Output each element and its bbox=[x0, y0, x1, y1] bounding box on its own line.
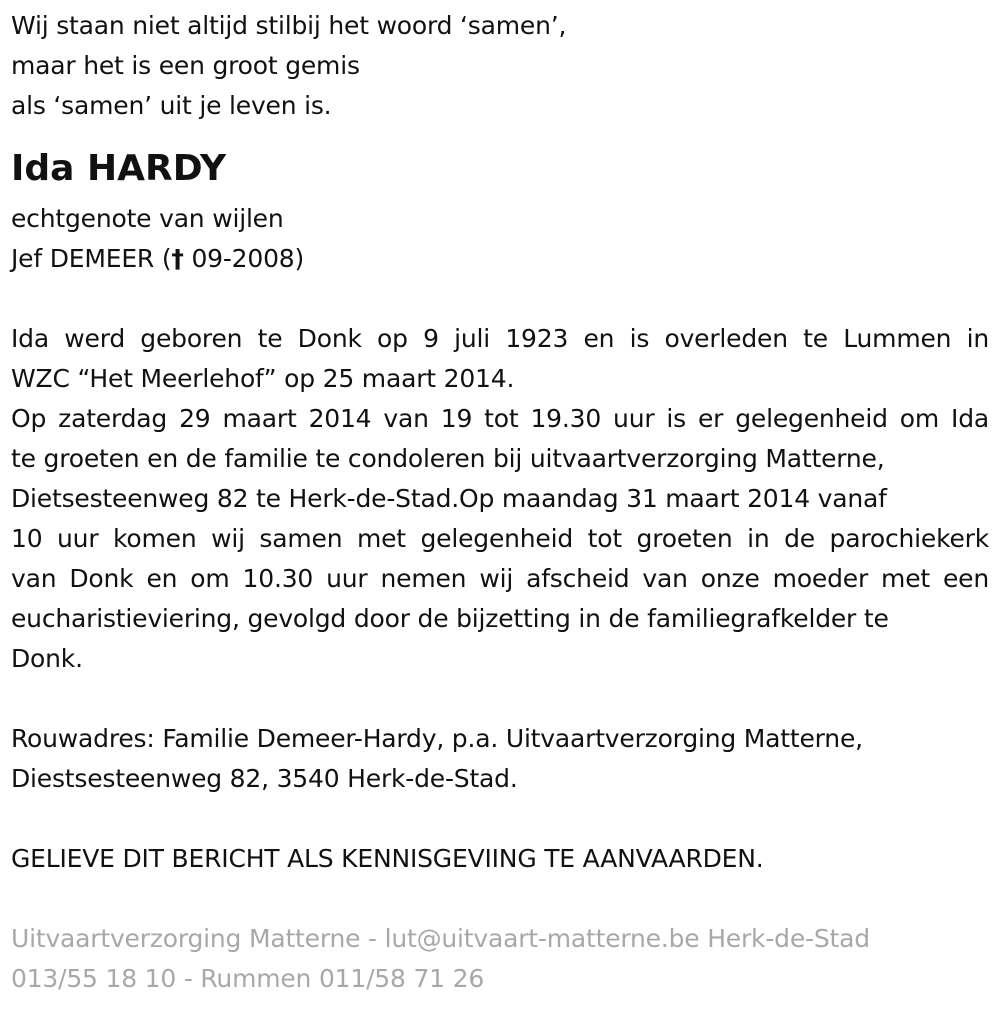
poem bbox=[11, 6, 1000, 126]
notice-text: GELIEVE DIT BERICHT ALS KENNISGEVIING TE AANVAARDEN. bbox=[11, 844, 764, 873]
announcement-paragraph bbox=[11, 319, 1000, 679]
poem-line: als ‘samen’ uit je leven is. bbox=[11, 91, 332, 120]
announcement-line: eucharistieviering, gevolgd door de bijzetting in de familiegrafkelder te bbox=[11, 604, 889, 633]
funeral-home-footer bbox=[11, 919, 1000, 999]
spouse-death-date: 09-2008) bbox=[183, 244, 305, 273]
announcement-line: te groeten en de familie te condoleren bij uitvaartverzorging Matterne, bbox=[11, 444, 885, 473]
deceased-name: Ida HARDY bbox=[11, 148, 227, 189]
address-line: Diestsesteenweg 82, 3540 Herk-de-Stad. bbox=[11, 764, 518, 793]
cross-icon: † bbox=[171, 244, 184, 273]
footer-line: Uitvaartverzorging Matterne - lut@uitvaart-matterne.be Herk-de-Stad bbox=[11, 924, 870, 953]
footer-line: 013/55 18 10 - Rummen 011/58 71 26 bbox=[11, 964, 485, 993]
spacer bbox=[11, 279, 1000, 319]
spouse-name: Jef DEMEER ( bbox=[11, 244, 172, 273]
poem-line: maar het is een groot gemis bbox=[11, 51, 360, 80]
spacer bbox=[11, 799, 1000, 839]
announcement-line: van Donk en om 10.30 uur nemen wij afscheid van onze moeder met een bbox=[11, 564, 989, 593]
announcement-line: Op zaterdag 29 maart 2014 van 19 tot 19.30 uur is er gelegenheid om Ida bbox=[11, 404, 989, 433]
relation-text: echtgenote van wijlen bbox=[11, 204, 284, 233]
mourning-address bbox=[11, 719, 1000, 799]
announcement-line: Donk. bbox=[11, 644, 83, 673]
announcement-line: Ida werd geboren te Donk op 9 juli 1923 en is overleden te Lummen in bbox=[11, 324, 989, 353]
announcement-line: 10 uur komen wij samen met gelegenheid tot groeten in de parochiekerk bbox=[11, 524, 989, 553]
spouse-line bbox=[11, 239, 1000, 279]
spouse-info bbox=[11, 199, 1000, 279]
poem-line: Wij staan niet altijd stilbij het woord ‘samen’, bbox=[11, 11, 567, 40]
announcement-line: Dietsesteenweg 82 te Herk-de-Stad.Op maandag 31 maart 2014 vanaf bbox=[11, 484, 887, 513]
address-line: Rouwadres: Familie Demeer-Hardy, p.a. Uitvaartverzorging Matterne, bbox=[11, 724, 863, 753]
spacer bbox=[11, 879, 1000, 919]
spacer bbox=[11, 679, 1000, 719]
announcement-line: WZC “Het Meerlehof” op 25 maart 2014. bbox=[11, 364, 515, 393]
